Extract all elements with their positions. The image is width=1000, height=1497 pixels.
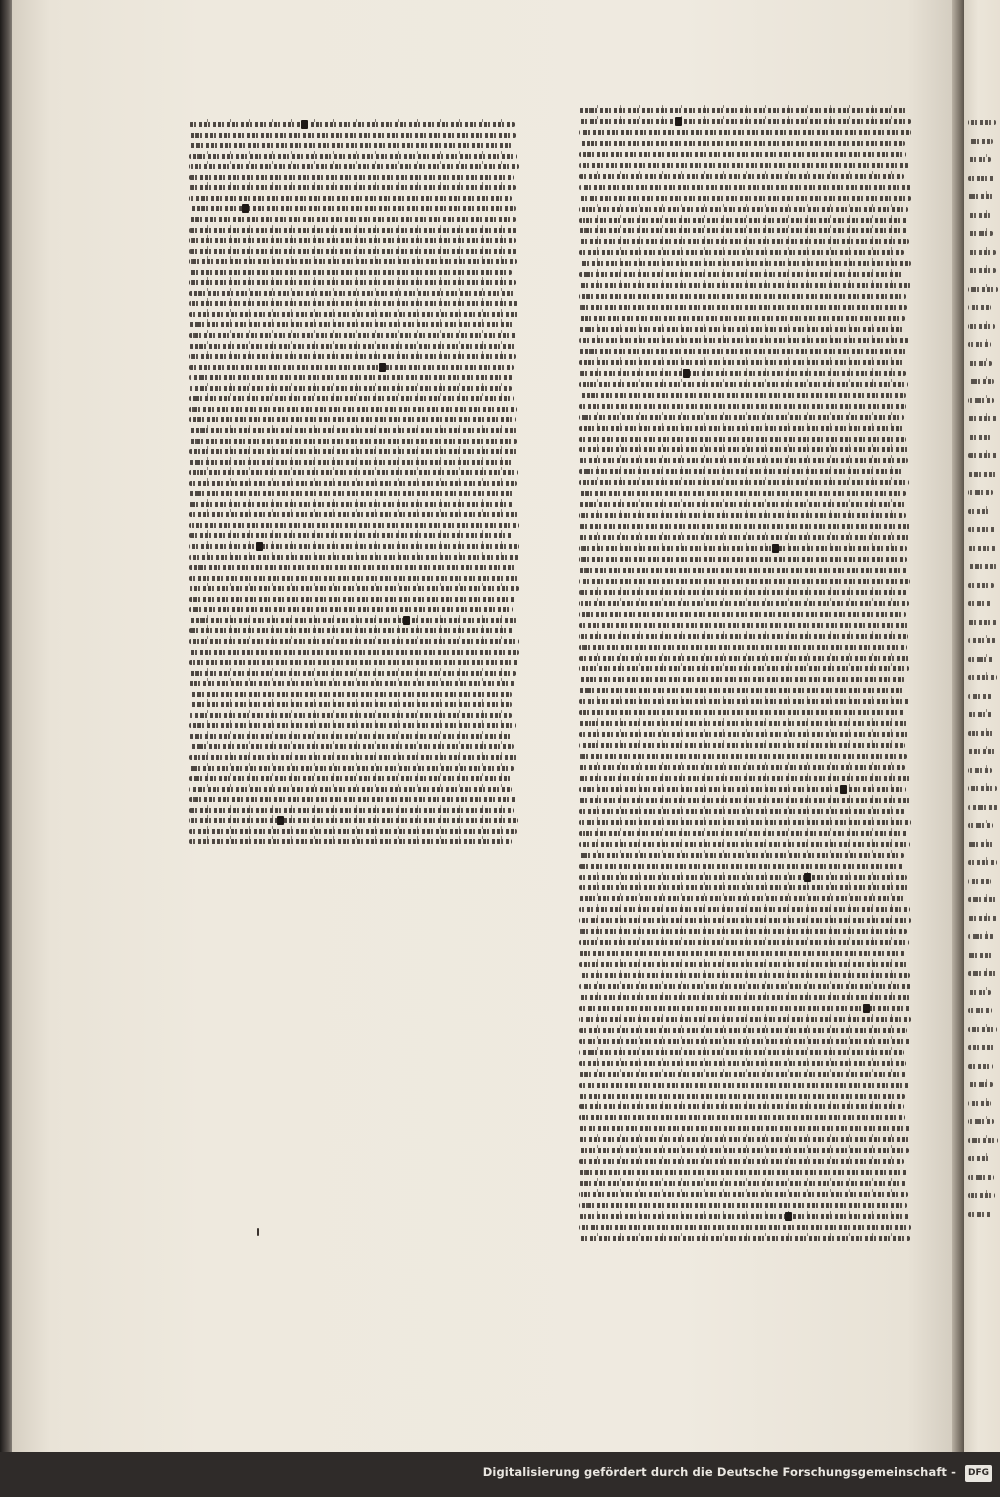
- paragraph-mark: [675, 117, 682, 126]
- text-line: [968, 416, 997, 421]
- text-line: [968, 897, 998, 902]
- text-line: [579, 513, 906, 518]
- text-line: [968, 620, 997, 625]
- text-line: [968, 990, 991, 995]
- paragraph-mark: [403, 616, 410, 625]
- text-line: [579, 710, 905, 715]
- text-line: [189, 344, 516, 349]
- text-line: [579, 568, 907, 573]
- text-line: [579, 185, 911, 190]
- text-line: [579, 283, 911, 288]
- text-line: [579, 294, 906, 299]
- text-line: [579, 261, 911, 266]
- text-line: [579, 962, 909, 967]
- text-line: [189, 206, 516, 211]
- text-line: [579, 228, 907, 233]
- text-line: [189, 713, 512, 718]
- text-line: [189, 744, 514, 749]
- text-line: [579, 853, 904, 858]
- text-line: [579, 743, 905, 748]
- text-line: [189, 396, 514, 401]
- text-line: [189, 312, 519, 317]
- paragraph-mark: [804, 873, 811, 882]
- text-line: [579, 152, 906, 157]
- text-line: [189, 502, 513, 507]
- paragraph-mark: [242, 204, 249, 213]
- text-line: [968, 879, 991, 884]
- text-line: [579, 1115, 905, 1120]
- text-line: [968, 601, 992, 606]
- text-line: [579, 1017, 911, 1022]
- text-line: [579, 272, 904, 277]
- text-line: [579, 612, 906, 617]
- text-line: [189, 133, 516, 138]
- paragraph-mark: [301, 120, 308, 129]
- text-line: [579, 130, 911, 135]
- text-line: [968, 564, 997, 569]
- text-line: [189, 576, 518, 581]
- text-line: [579, 896, 905, 901]
- text-line: [189, 808, 514, 813]
- text-line: [189, 597, 516, 602]
- text-line: [189, 797, 517, 802]
- text-line: [579, 995, 910, 1000]
- text-line: [189, 249, 517, 254]
- text-line: [579, 1137, 910, 1142]
- text-line: [579, 1072, 906, 1077]
- text-line: [968, 1045, 996, 1050]
- facing-page: [964, 0, 1000, 1452]
- text-line: [189, 639, 519, 644]
- text-line: [189, 481, 517, 486]
- text-line: [189, 386, 512, 391]
- text-line: [968, 1119, 994, 1124]
- text-line: [189, 301, 518, 306]
- text-line: [579, 1236, 910, 1241]
- text-line: [968, 953, 993, 958]
- text-line: [579, 688, 904, 693]
- text-line: [968, 1101, 991, 1106]
- text-line: [579, 590, 907, 595]
- text-line: [579, 1159, 904, 1164]
- book-page: [12, 0, 964, 1452]
- text-line: [579, 677, 905, 682]
- text-line: [968, 231, 993, 236]
- text-line: [579, 820, 911, 825]
- text-line: [579, 1039, 911, 1044]
- text-line: [579, 1028, 907, 1033]
- text-line: [579, 250, 904, 255]
- text-line: [579, 1006, 911, 1011]
- text-line: [579, 163, 909, 168]
- text-line: [968, 324, 995, 329]
- text-line: [579, 951, 905, 956]
- text-line: [579, 1203, 907, 1208]
- text-line: [579, 491, 906, 496]
- footer-credit: Digitalisierung gefördert durch die Deutsche Forschungsgemeinschaft -: [482, 1465, 956, 1479]
- text-line: [579, 1094, 905, 1099]
- text-line: [579, 940, 909, 945]
- text-line: [579, 1225, 911, 1230]
- text-line: [189, 259, 517, 264]
- text-line: [579, 1181, 906, 1186]
- text-line: [968, 546, 996, 551]
- paragraph-mark: [785, 1212, 792, 1221]
- text-column-left: [189, 122, 524, 852]
- text-line: [579, 634, 908, 639]
- text-line: [189, 238, 516, 243]
- text-line: [579, 929, 907, 934]
- text-line: [579, 732, 910, 737]
- text-line: [579, 645, 907, 650]
- text-line: [579, 174, 904, 179]
- text-line: [579, 382, 908, 387]
- text-line: [189, 175, 514, 180]
- text-line: [579, 623, 909, 628]
- paragraph-mark: [863, 1004, 870, 1013]
- text-line: [189, 734, 512, 739]
- text-line: [189, 122, 515, 127]
- text-line: [579, 469, 904, 474]
- text-line: [579, 754, 907, 759]
- text-line: [968, 194, 994, 199]
- text-line: [579, 1170, 907, 1175]
- text-line: [968, 1064, 993, 1069]
- paragraph-mark: [683, 369, 690, 378]
- paragraph-mark: [256, 542, 263, 551]
- text-line: [579, 1148, 909, 1153]
- text-line: [579, 907, 910, 912]
- text-line: [579, 535, 910, 540]
- text-line: [189, 660, 519, 665]
- text-line: [579, 546, 907, 551]
- text-line: [968, 361, 992, 366]
- text-line: [189, 322, 514, 327]
- paragraph-mark: [277, 816, 284, 825]
- text-line: [189, 228, 517, 233]
- text-line: [968, 583, 994, 588]
- text-line: [189, 375, 513, 380]
- text-line: [968, 638, 996, 643]
- facing-page-text: [968, 120, 1000, 1240]
- text-line: [968, 1212, 992, 1217]
- text-line: [189, 407, 517, 412]
- text-line: [189, 154, 517, 159]
- text-line: [189, 470, 518, 475]
- text-line: [968, 157, 991, 162]
- text-line: [968, 490, 993, 495]
- footer-bar: [0, 1452, 1000, 1497]
- text-line: [189, 829, 517, 834]
- text-line: [189, 217, 516, 222]
- text-line: [968, 250, 996, 255]
- text-line: [579, 666, 909, 671]
- text-line: [189, 491, 514, 496]
- text-line: [579, 119, 911, 124]
- text-line: [968, 527, 996, 532]
- text-line: [189, 555, 519, 560]
- text-line: [189, 628, 514, 633]
- text-line: [968, 657, 994, 662]
- text-line: [189, 544, 519, 549]
- text-line: [968, 1082, 993, 1087]
- text-line: [189, 755, 519, 760]
- text-line: [579, 338, 909, 343]
- text-line: [968, 1008, 992, 1013]
- text-line: [189, 766, 514, 771]
- text-line: [579, 480, 909, 485]
- text-line: [968, 176, 995, 181]
- text-line: [579, 305, 907, 310]
- text-line: [579, 721, 908, 726]
- text-line: [579, 656, 911, 661]
- text-line: [968, 1138, 998, 1143]
- text-line: [189, 650, 519, 655]
- text-line: [579, 864, 904, 869]
- text-line: [968, 731, 995, 736]
- text-line: [579, 831, 908, 836]
- text-line: [968, 786, 997, 791]
- text-line: [968, 268, 996, 273]
- text-line: [579, 809, 905, 814]
- text-line: [968, 675, 997, 680]
- text-line: [189, 723, 516, 728]
- text-line: [579, 458, 908, 463]
- text-line: [579, 579, 910, 584]
- text-line: [579, 918, 911, 923]
- text-line: [189, 333, 517, 338]
- text-line: [189, 164, 519, 169]
- text-line: [189, 460, 513, 465]
- text-line: [189, 565, 517, 570]
- text-line: [189, 439, 517, 444]
- dfg-logo: DFG: [965, 1465, 992, 1482]
- text-line: [968, 398, 994, 403]
- text-line: [579, 447, 910, 452]
- text-line: [579, 371, 906, 376]
- text-line: [189, 681, 515, 686]
- text-line: [189, 512, 518, 517]
- text-line: [579, 875, 907, 880]
- text-line: [579, 426, 905, 431]
- text-line: [968, 379, 994, 384]
- text-line: [968, 509, 991, 514]
- text-line: [189, 196, 512, 201]
- text-line: [968, 1156, 991, 1161]
- text-line: [579, 798, 911, 803]
- text-line: [189, 417, 516, 422]
- text-line: [968, 1193, 995, 1198]
- text-line: [579, 787, 906, 792]
- text-line: [968, 712, 992, 717]
- text-line: [579, 601, 909, 606]
- text-line: [579, 1192, 908, 1197]
- text-line: [968, 213, 991, 218]
- text-line: [968, 342, 991, 347]
- text-line: [189, 533, 513, 538]
- text-line: [579, 141, 905, 146]
- text-line: [968, 768, 992, 773]
- text-line: [189, 354, 516, 359]
- text-line: [189, 839, 512, 844]
- text-line: [579, 776, 911, 781]
- text-line: [579, 393, 906, 398]
- text-line: [189, 185, 516, 190]
- text-line: [189, 523, 519, 528]
- text-line: [189, 692, 512, 697]
- text-line: [968, 453, 998, 458]
- text-line: [968, 971, 998, 976]
- text-line: [968, 435, 991, 440]
- text-line: [968, 823, 993, 828]
- text-line: [189, 280, 516, 285]
- text-line: [579, 699, 910, 704]
- text-line: [968, 860, 997, 865]
- ink-mark: [257, 1228, 259, 1236]
- text-line: [968, 287, 998, 292]
- text-line: [968, 139, 993, 144]
- text-line: [968, 120, 996, 125]
- text-line: [189, 143, 512, 148]
- text-line: [579, 218, 908, 223]
- text-line: [189, 365, 514, 370]
- text-line: [579, 437, 906, 442]
- text-line: [189, 787, 512, 792]
- text-line: [579, 1083, 910, 1088]
- text-line: [579, 842, 910, 847]
- text-line: [189, 776, 513, 781]
- text-line: [968, 842, 994, 847]
- text-line: [189, 702, 512, 707]
- text-line: [579, 524, 911, 529]
- text-line: [579, 415, 904, 420]
- text-line: [189, 607, 513, 612]
- text-line: [189, 270, 512, 275]
- text-line: [189, 449, 519, 454]
- text-line: [189, 618, 517, 623]
- text-line: [579, 765, 905, 770]
- text-line: [579, 239, 909, 244]
- text-line: [579, 1104, 904, 1109]
- text-line: [968, 805, 998, 810]
- text-line: [968, 749, 996, 754]
- text-line: [579, 973, 910, 978]
- text-line: [579, 327, 904, 332]
- text-line: [579, 360, 905, 365]
- paragraph-mark: [840, 785, 847, 794]
- text-line: [968, 934, 994, 939]
- text-line: [579, 984, 911, 989]
- text-line: [579, 885, 908, 890]
- text-line: [579, 1050, 904, 1055]
- paragraph-mark: [772, 544, 779, 553]
- text-line: [579, 1061, 906, 1066]
- text-line: [189, 291, 516, 296]
- text-line: [968, 1027, 997, 1032]
- text-line: [579, 316, 905, 321]
- text-line: [968, 305, 991, 310]
- paragraph-mark: [379, 363, 386, 372]
- text-line: [189, 671, 516, 676]
- text-line: [579, 557, 907, 562]
- text-line: [968, 694, 992, 699]
- text-line: [579, 108, 907, 113]
- text-line: [579, 1126, 910, 1131]
- text-line: [579, 1214, 909, 1219]
- text-line: [579, 349, 907, 354]
- text-line: [968, 916, 997, 921]
- text-line: [189, 586, 519, 591]
- text-column-right: [579, 108, 917, 1250]
- text-line: [579, 502, 906, 507]
- text-line: [968, 472, 997, 477]
- text-line: [968, 1175, 994, 1180]
- text-line: [189, 428, 517, 433]
- text-line: [579, 404, 906, 409]
- text-line: [579, 196, 911, 201]
- text-line: [189, 818, 518, 823]
- text-line: [579, 207, 908, 212]
